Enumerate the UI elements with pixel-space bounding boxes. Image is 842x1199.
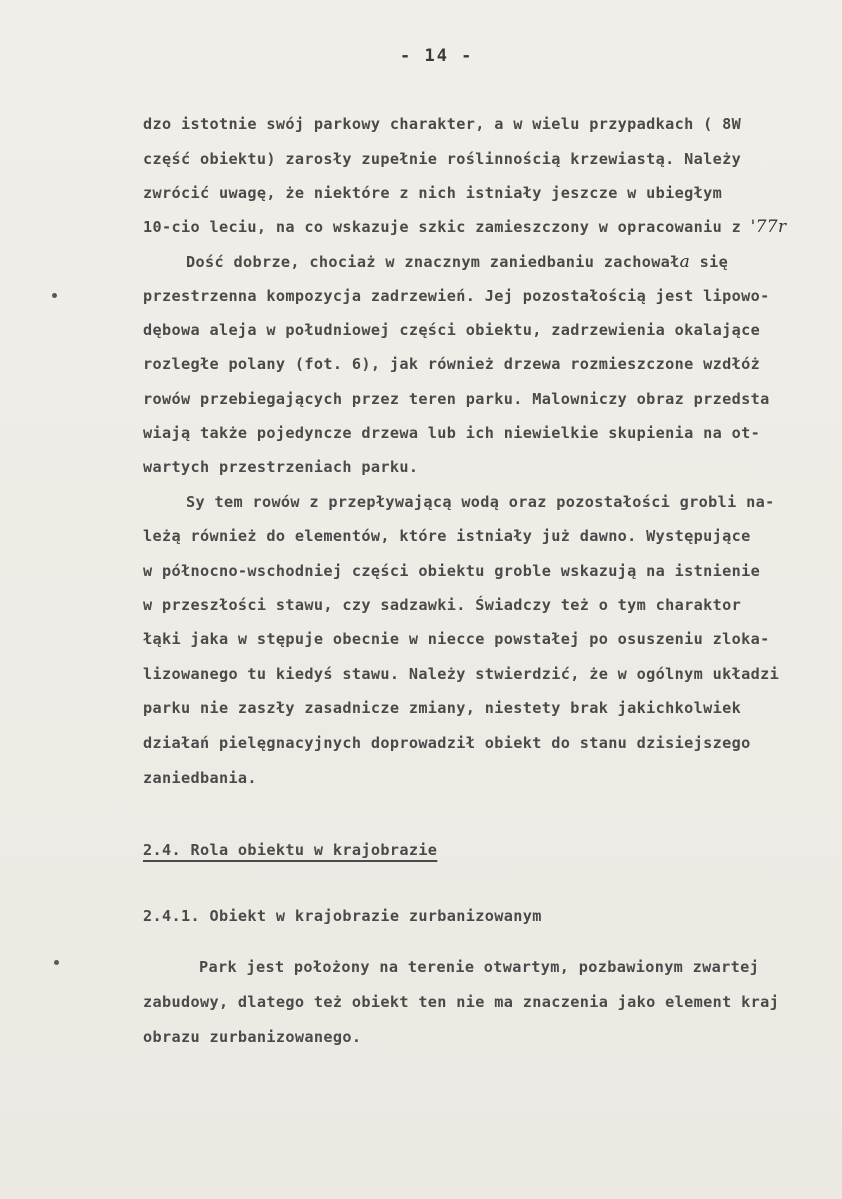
text-line: w przeszłości stawu, czy sadzawki. Świadczy też o tym charaktor xyxy=(143,596,742,614)
text-line: rowów przebiegających przez teren parku. Malowniczy obraz przedsta xyxy=(143,390,770,408)
text-line: obrazu zurbanizowanego. xyxy=(143,1028,362,1046)
text-line-with-note xyxy=(143,219,786,236)
text-line: Park jest położony na terenie otwartym, pozbawionym zwartej xyxy=(199,958,760,976)
text-line: wiają także pojedyncze drzewa lub ich niewielkie skupienia na ot- xyxy=(143,424,761,442)
text-line: w północno-wschodniej części obiektu groble wskazują na istnienie xyxy=(143,562,761,580)
subsection-heading: 2.4.1. Obiekt w krajobrazie zurbanizowanym xyxy=(143,907,542,925)
text-line: Dość dobrze, chociaż w znacznym zaniedbaniu zachował xyxy=(186,253,680,271)
text-line: 10-cio leciu, na co wskazuje szkic zamieszczony w opracowaniu z xyxy=(143,218,751,236)
text-line: zwrócić uwagę, że niektóre z nich istniały jeszcze w ubiegłym xyxy=(143,184,723,202)
page-number: - 14 - xyxy=(400,46,474,66)
text-line: rozległe polany (fot. 6), jak również drzewa rozmieszczone wzdłóż xyxy=(143,355,761,373)
text-line: wartych przestrzeniach parku. xyxy=(143,458,419,476)
text-line: przestrzenna kompozycja zadrzewień. Jej pozostałością jest lipowo- xyxy=(143,287,770,305)
text-line: część obiektu) zarosły zupełnie roślinnością krzewiastą. Należy xyxy=(143,150,742,168)
text-line-end: się xyxy=(690,253,729,271)
text-line: dzo istotnie swój parkowy charakter, a w wielu przypadkach ( 8W xyxy=(143,115,742,133)
text-line: Sy tem rowów z przepływającą wodą oraz pozostałości grobli na- xyxy=(186,493,775,511)
handwritten-correction: a xyxy=(679,252,691,272)
text-line: leżą również do elementów, które istniały już dawno. Występujące xyxy=(143,527,751,545)
binder-hole xyxy=(52,293,57,298)
text-line: zaniedbania. xyxy=(143,769,257,787)
binder-hole xyxy=(54,960,59,965)
text-line: lizowanego tu kiedyś stawu. Należy stwierdzić, że w ogólnym układzi xyxy=(143,665,780,683)
handwritten-year-note: '77r xyxy=(750,217,787,237)
text-line: działań pielęgnacyjnych doprowadził obiekt do stanu dzisiejszego xyxy=(143,734,751,752)
text-line-with-note xyxy=(186,254,728,271)
section-heading: 2.4. Rola obiektu w krajobrazie xyxy=(143,841,438,859)
text-line: zabudowy, dlatego też obiekt ten nie ma znaczenia jako element kraj xyxy=(143,993,780,1011)
text-line: dębowa aleja w południowej części obiektu, zadrzewienia okalające xyxy=(143,321,761,339)
text-line: łąki jaka w stępuje obecnie w niecce powstałej po osuszeniu zloka- xyxy=(143,630,770,648)
text-line: parku nie zaszły zasadnicze zmiany, niestety brak jakichkolwiek xyxy=(143,699,742,717)
